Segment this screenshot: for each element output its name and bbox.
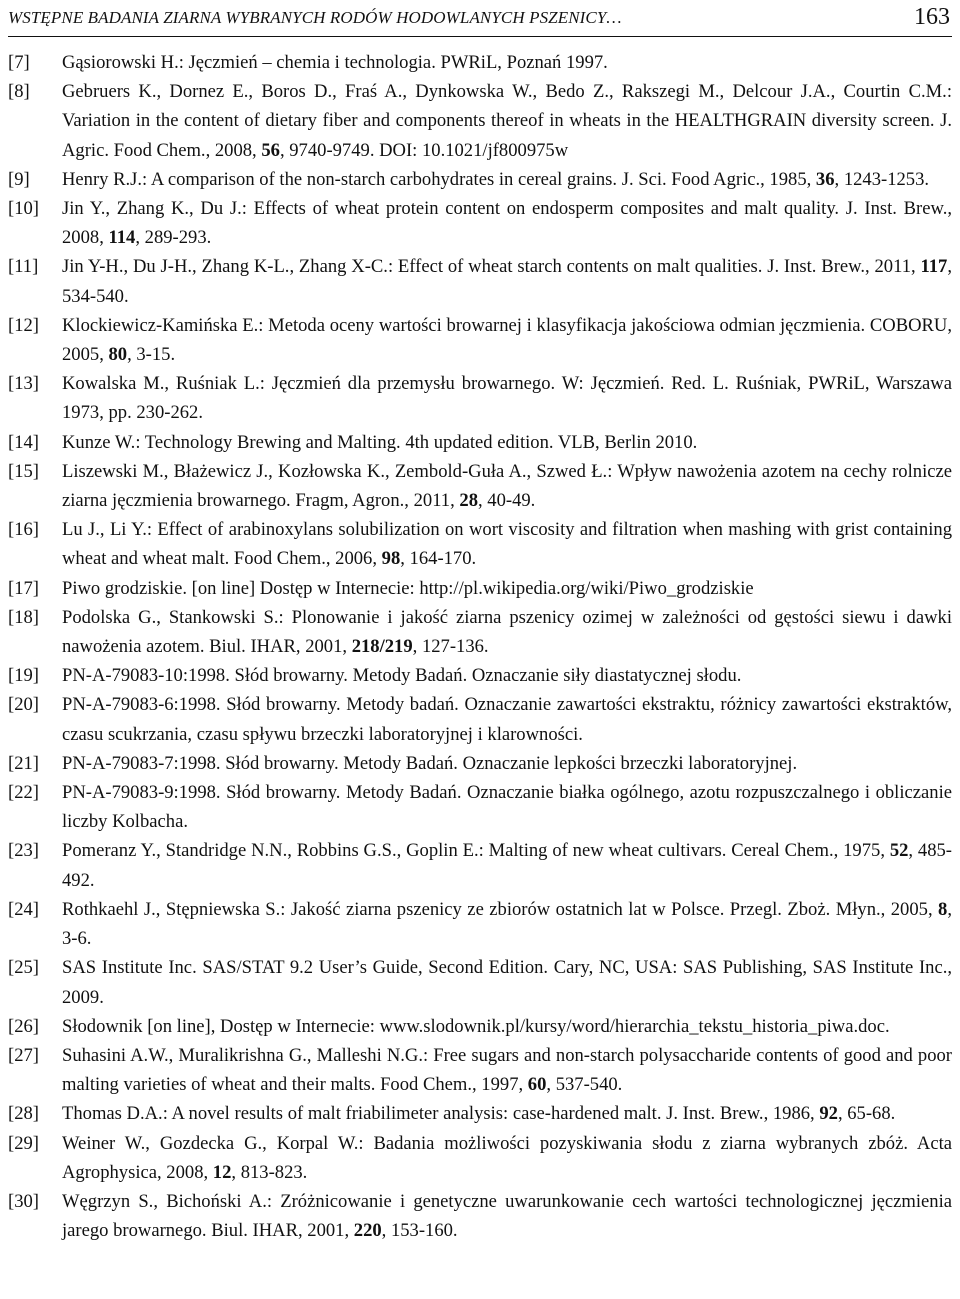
reference-item [8, 77, 952, 165]
reference-volume: 98 [381, 548, 401, 570]
reference-item [8, 749, 952, 778]
running-header [8, 4, 952, 34]
reference-text [62, 957, 952, 1007]
reference-text-part: , 40-49. [478, 490, 536, 512]
reference-text-part: Kowalska M., Ruśniak L.: Jęczmień dla przemysłu browarnego. W: Jęczmień. Red. L. Ruśniak, PWRiL, Warszawa 1973, pp. 230-262. [62, 373, 952, 424]
reference-text-part: , 65-68. [837, 1103, 896, 1125]
reference-number: [22] [8, 782, 39, 804]
reference-item [8, 778, 952, 836]
reference-text-part: Suhasini A.W., Muralikrishna G., Malleshi N.G.: Free sugars and non-starch polysaccharide contents of good and poor malting varieties of wheat and their malts. Food Chem., 1997, [62, 1044, 952, 1096]
reference-item [8, 574, 952, 603]
reference-text-part: PN-A-79083-9:1998. Słód browarny. Metody Badań. Oznaczanie białka ogólnego, azotu rozpuszczalnego i obliczanie liczby Kolbacha. [62, 782, 952, 833]
reference-text [62, 169, 929, 190]
reference-text [62, 315, 952, 365]
reference-text-part: Piwo grodziskie. [on line] Dostęp w Internecie: http://pl.wikipedia.org/wiki/Piwo_grodziskie [62, 577, 754, 599]
reference-text [62, 256, 952, 306]
reference-item [8, 1187, 952, 1245]
reference-text-part: PN-A-79083-7:1998. Słód browarny. Metody Badań. Oznaczanie lepkości brzeczki laboratoryjnej. [62, 752, 798, 774]
reference-text-part: Podolska G., Stankowski S.: Plonowanie i jakość ziarna pszenicy ozimej w zależności od gęstości siewu i dawki nawożenia azotem. Biul. IHAR, 2001, [62, 606, 952, 658]
reference-number: [28] [8, 1103, 39, 1125]
reference-item [8, 515, 952, 573]
reference-number: [13] [8, 373, 39, 395]
reference-text [62, 373, 952, 423]
reference-item [8, 895, 952, 953]
reference-item [8, 1041, 952, 1099]
reference-number: [21] [8, 752, 39, 774]
reference-text-part: , 534-540. [62, 256, 952, 307]
reference-volume: 92 [819, 1103, 838, 1125]
reference-text-part: , 537-540. [546, 1074, 623, 1096]
reference-number: [7] [8, 52, 30, 73]
reference-text-part: Węgrzyn S., Bichoński A.: Zróżnicowanie i genetyczne uwarunkowanie cech wartości technologicznej jęczmienia jarego browarnego. Biul. IHAR, 2001, [62, 1190, 952, 1242]
reference-text [62, 52, 608, 73]
reference-number: [8] [8, 81, 30, 103]
reference-number: [27] [8, 1044, 39, 1066]
reference-text-part: Pomeranz Y., Standridge N.N., Robbins G.S., Goplin E.: Malting of new wheat cultivars. Cereal Chem., 1975, [62, 840, 890, 862]
header-divider [8, 36, 952, 37]
reference-volume: 80 [108, 344, 128, 366]
reference-text [62, 461, 952, 511]
reference-text [62, 519, 952, 569]
reference-volume: 117 [920, 256, 948, 278]
reference-volume: 114 [108, 227, 136, 249]
reference-volume: 12 [212, 1161, 232, 1183]
reference-item [8, 953, 952, 1011]
reference-text-part: , 127-136. [412, 636, 489, 658]
running-header-title: WSTĘPNE BADANIA ZIARNA WYBRANYCH RODÓW HODOWLANYCH PSZENICY… [8, 8, 622, 27]
reference-number: [16] [8, 519, 39, 541]
page-number: 163 [914, 4, 950, 30]
reference-text-part: Kunze W.: Technology Brewing and Malting. 4th updated edition. VLB, Berlin 2010. [62, 431, 698, 453]
reference-number: [18] [8, 606, 39, 628]
reference-text [62, 607, 952, 657]
reference-number: [20] [8, 694, 39, 716]
reference-volume: 28 [459, 490, 478, 512]
reference-number: [14] [8, 431, 39, 453]
reference-text-part: Henry R.J.: A comparison of the non-starch carbohydrates in cereal grains. J. Sci. Food Agric., 1985, [62, 168, 816, 190]
reference-item [8, 165, 952, 194]
reference-number: [10] [8, 198, 39, 220]
reference-text-part: Weiner W., Gozdecka G., Korpal W.: Badania możliwości pozyskiwania słodu z ziarna wybranych zbóż. Acta Agrophysica, 2008, [62, 1132, 952, 1183]
reference-text-part: Klockiewicz-Kamińska E.: Metoda oceny wartości browarnej i klasyfikacja jakościowa odmian jęczmienia. COBORU, 2005, [62, 314, 952, 366]
reference-item [8, 1129, 952, 1187]
reference-text [62, 1133, 952, 1183]
reference-text [62, 899, 952, 949]
reference-text-part: Gąsiorowski H.: Jęczmień – chemia i technologia. PWRiL, Poznań 1997. [62, 52, 608, 73]
reference-item [8, 252, 952, 310]
reference-text [62, 840, 952, 890]
reference-number: [11] [8, 256, 39, 278]
reference-text-part: , 289-293. [135, 227, 212, 249]
reference-number: [9] [8, 168, 30, 190]
reference-volume: 220 [353, 1220, 382, 1242]
reference-item [8, 428, 952, 457]
reference-number: [29] [8, 1132, 39, 1154]
reference-text-part: , 153-160. [381, 1220, 458, 1242]
reference-text [62, 753, 797, 774]
reference-item [8, 1012, 952, 1041]
reference-text [62, 1045, 952, 1095]
reference-item [8, 661, 952, 690]
reference-item [8, 836, 952, 894]
reference-volume: 60 [527, 1074, 547, 1096]
reference-text [62, 578, 754, 599]
reference-text [62, 432, 697, 453]
reference-text-part: , 485-492. [62, 840, 952, 891]
reference-volume: 52 [889, 840, 909, 862]
reference-list [8, 48, 952, 1245]
reference-text-part: Słodownik [on line], Dostęp w Internecie: www.slodownik.pl/kursy/word/hierarchia_tekstu_historia_piwa.doc. [62, 1015, 890, 1037]
reference-text [62, 1103, 895, 1124]
reference-item [8, 369, 952, 427]
reference-text-part: Thomas D.A.: A novel results of malt friabilimeter analysis: case-hardened malt. J. Inst. Brew., 1986, [62, 1103, 820, 1125]
reference-text [62, 1191, 952, 1241]
reference-text-part: PN-A-79083-10:1998. Słód browarny. Metody Badań. Oznaczanie siły diastatycznej słodu. [62, 665, 742, 687]
reference-text [62, 1016, 890, 1037]
reference-number: [24] [8, 898, 39, 920]
reference-text-part: Gebruers K., Dornez E., Boros D., Fraś A., Dynkowska W., Bedo Z., Rakszegi M., Delcour J.A., Courtin C.M.: Variation in the content of dietary fiber and components thereof in wheats in the HEALTHGRAIN diversity screen. J. Agric. Food Chem., 2008, [62, 81, 952, 161]
reference-item [8, 1099, 952, 1128]
reference-volume: 36 [815, 168, 835, 190]
reference-volume: 56 [261, 139, 280, 161]
reference-text-part: SAS Institute Inc. SAS/STAT 9.2 User’s Guide, Second Edition. Cary, NC, USA: SAS Publishing, SAS Institute Inc., 2009. [62, 957, 952, 1008]
reference-number: [12] [8, 314, 39, 336]
reference-text-part: Lu J., Li Y.: Effect of arabinoxylans solubilization on wort viscosity and filtration when mashing with grist containing wheat and wheat malt. Food Chem., 2006, [62, 519, 952, 570]
reference-volume: 8 [938, 898, 948, 920]
reference-text [62, 81, 952, 160]
reference-text-part: Jin Y-H., Du J-H., Zhang K-L., Zhang X-C.: Effect of wheat starch contents on malt qualities. J. Inst. Brew., 2011, [62, 256, 921, 278]
reference-text [62, 198, 952, 248]
reference-text-part: , 9740-9749. DOI: 10.1021/jf800975w [279, 139, 569, 161]
reference-text-part: , 164-170. [400, 548, 477, 570]
reference-text-part: Rothkaehl J., Stępniewska S.: Jakość ziarna pszenicy ze zbiorów ostatnich lat w Polsce. Przegl. Zboż. Młyn., 2005, [62, 898, 939, 920]
reference-item [8, 48, 952, 77]
reference-number: [17] [8, 577, 39, 599]
reference-text [62, 694, 952, 744]
reference-text-part: Jin Y., Zhang K., Du J.: Effects of wheat protein content on endosperm composites and malt quality. J. Inst. Brew., 2008, [62, 198, 952, 249]
reference-number: [19] [8, 665, 39, 687]
reference-text-part: Liszewski M., Błażewicz J., Kozłowska K., Zembold-Guła A., Szwed Ł.: Wpływ nawożenia azotem na cechy rolnicze ziarna jęczmienia browarnego. Fragm, Agron., 2011, [62, 460, 952, 512]
reference-number: [25] [8, 957, 39, 979]
reference-item [8, 194, 952, 252]
reference-text-part: PN-A-79083-6:1998. Słód browarny. Metody badań. Oznaczanie zawartości ekstraktu, różnicy zawartości ekstraktów, czasu scukrzania, czasu spływu brzeczki laboratoryjnej i klarowności. [62, 694, 952, 745]
reference-item [8, 311, 952, 369]
reference-item [8, 690, 952, 748]
reference-text-part: , 3-6. [62, 898, 952, 950]
reference-text-part: , 813-823. [231, 1161, 308, 1183]
reference-item [8, 603, 952, 661]
reference-text [62, 782, 952, 832]
reference-number: [23] [8, 840, 39, 862]
reference-number: [15] [8, 460, 39, 482]
reference-text-part: , 3-15. [127, 344, 176, 366]
reference-text-part: , 1243-1253. [834, 168, 930, 190]
reference-number: [30] [8, 1190, 39, 1212]
reference-number: [26] [8, 1015, 39, 1037]
reference-text [62, 665, 741, 686]
reference-item [8, 457, 952, 515]
reference-volume: 218/219 [351, 636, 413, 658]
